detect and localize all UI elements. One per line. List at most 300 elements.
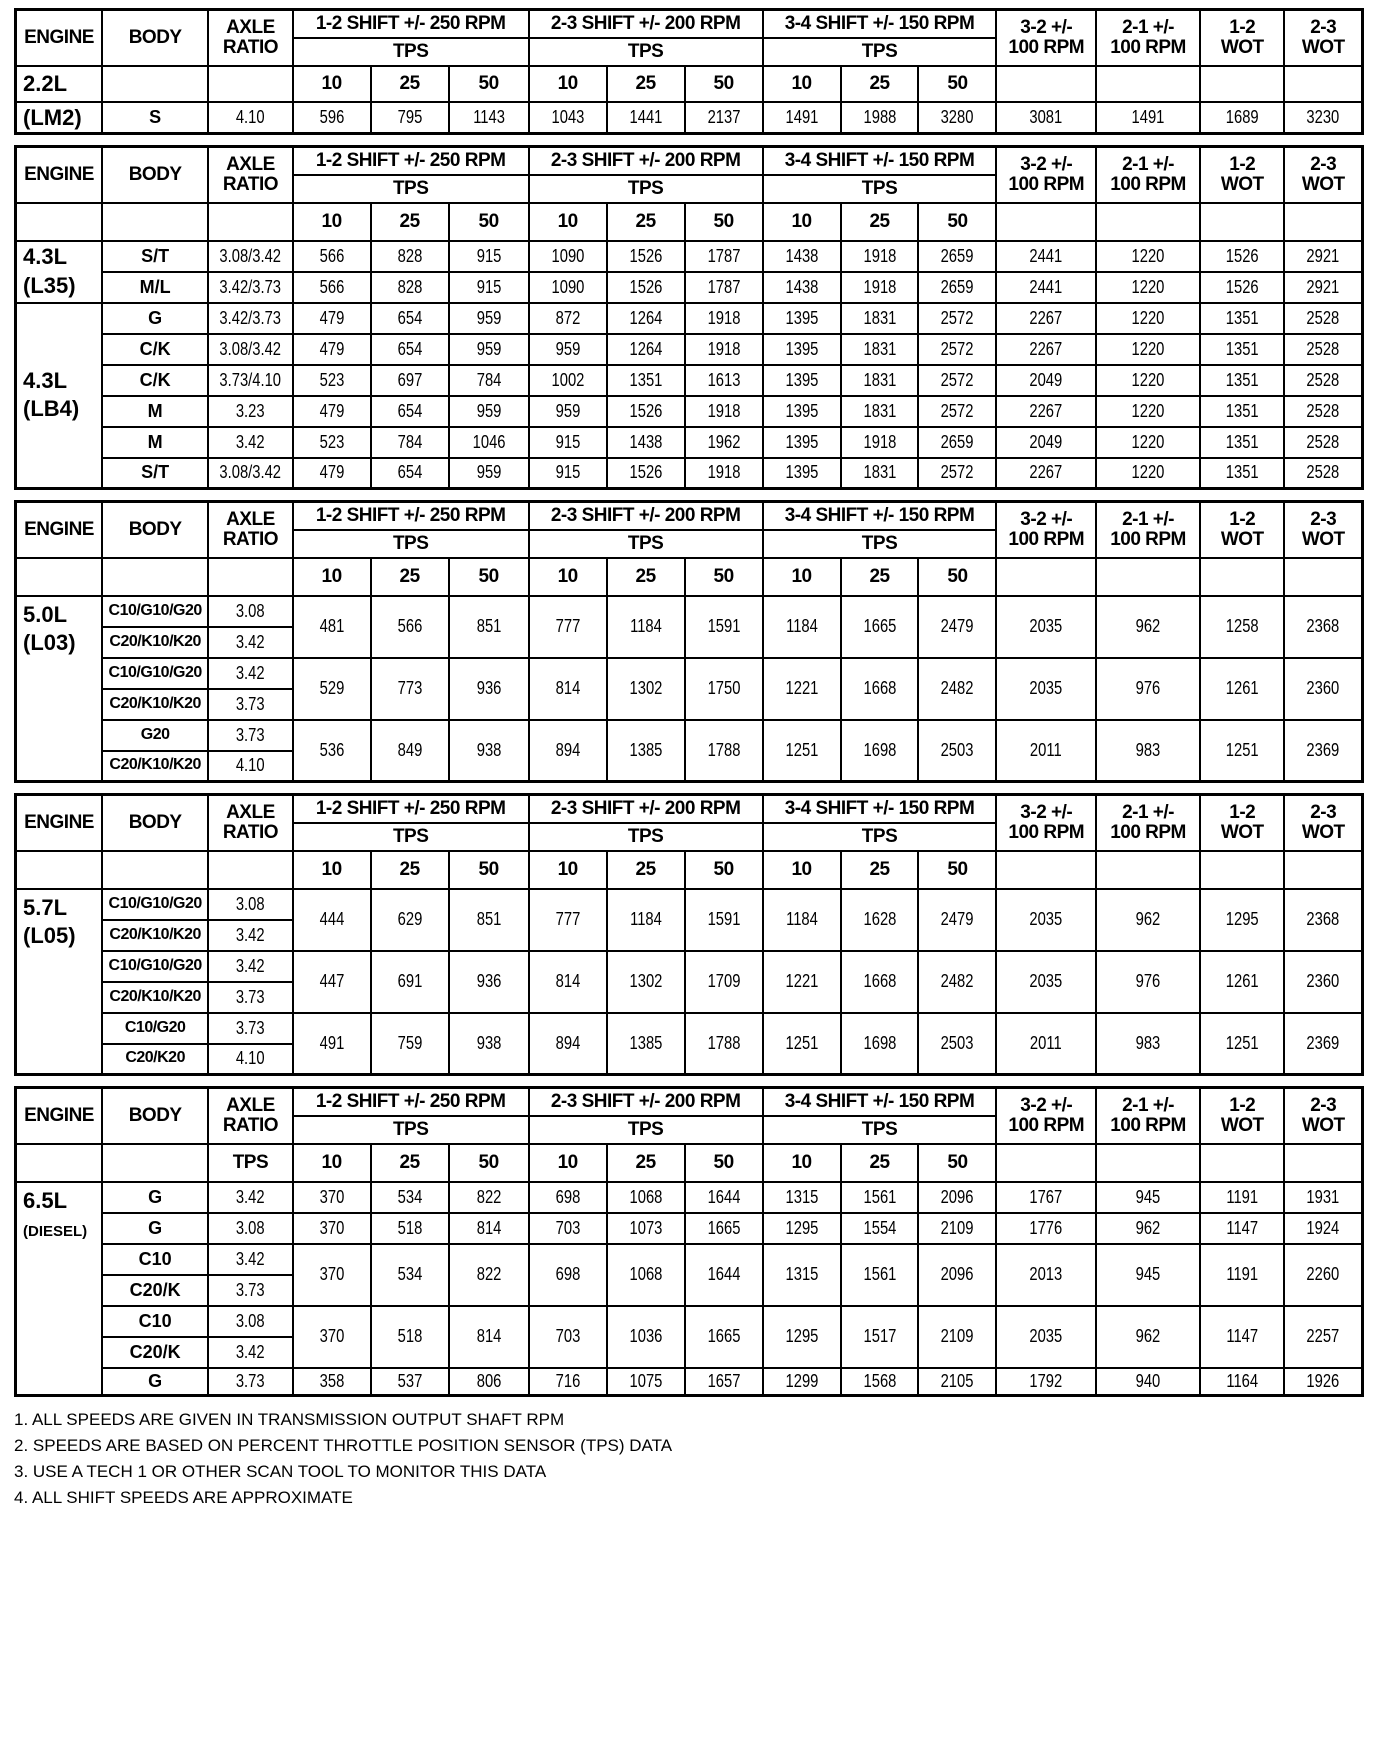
axle-cell: 3.42 (216, 1337, 285, 1368)
value-cell: 2369 (1291, 1013, 1355, 1075)
value-cell: 1251 (770, 1013, 834, 1075)
shift-table (14, 1086, 1364, 1397)
value-cell: 894 (536, 1013, 600, 1075)
axle-cell: 3.73 (216, 1368, 285, 1396)
header-tps: TPS (763, 175, 997, 203)
value-cell: 1657 (692, 1368, 756, 1396)
axle-sub-cell (208, 203, 292, 241)
value-cell: 1918 (692, 303, 756, 334)
tps-25: 25 (841, 558, 919, 596)
tps-25: 25 (607, 851, 685, 889)
value-cell: 1787 (692, 241, 756, 272)
value-cell: 1644 (692, 1244, 756, 1306)
header-1-2-wot-line2: WOT (1220, 1114, 1264, 1136)
tps-25: 25 (841, 851, 919, 889)
header-2-3-wot (1284, 10, 1362, 66)
value-cell: 1568 (848, 1368, 912, 1396)
body-cell: C10/G10/G20 (102, 889, 208, 920)
value-cell: 1143 (456, 102, 522, 134)
value-cell: 1554 (848, 1213, 912, 1244)
header-2-1-line1: 2-1 +/- (1122, 1094, 1175, 1116)
footnote: 2. SPEEDS ARE BASED ON PERCENT THROTTLE POSITION SENSOR (TPS) DATA (14, 1436, 673, 1455)
tps-50: 50 (449, 851, 529, 889)
value-cell: 2049 (1005, 427, 1087, 458)
header-2-1-line2: 100 RPM (1110, 528, 1186, 550)
header-tps: TPS (293, 823, 529, 851)
header-engine: ENGINE (16, 1088, 103, 1144)
value-cell: 1251 (1208, 1013, 1277, 1075)
value-cell: 1299 (770, 1368, 834, 1396)
body-cell: M (102, 427, 208, 458)
value-cell: 479 (300, 458, 364, 489)
axle-cell: 3.42 (216, 1244, 285, 1275)
tps-25: 25 (371, 558, 449, 596)
tps-10: 10 (293, 1144, 371, 1182)
header-1-2-wot-line2: WOT (1220, 528, 1264, 550)
tps-25: 25 (607, 66, 685, 102)
value-cell: 1220 (1105, 458, 1190, 489)
value-cell: 370 (300, 1244, 364, 1306)
value-cell: 1221 (770, 658, 834, 720)
footnote: 4. ALL SHIFT SPEEDS ARE APPROXIMATE (14, 1488, 353, 1507)
value-cell: 1698 (848, 1013, 912, 1075)
axle-sub-cell: TPS (208, 1144, 292, 1182)
value-cell: 1258 (1208, 596, 1277, 658)
header-1-2-wot-line1: 1-2 (1229, 153, 1256, 175)
header-3-2-line1: 3-2 +/- (1020, 801, 1073, 823)
value-cell: 2049 (1005, 365, 1087, 396)
value-cell: 1351 (614, 365, 678, 396)
value-cell: 1395 (770, 427, 834, 458)
header-2-3-wot-line2: WOT (1301, 36, 1345, 58)
value-cell: 2659 (926, 241, 990, 272)
value-cell: 1526 (614, 241, 678, 272)
value-cell: 2528 (1291, 396, 1355, 427)
header-2-1-line2: 100 RPM (1110, 821, 1186, 843)
value-cell: 1526 (614, 272, 678, 303)
body-cell: C20/K10/K20 (102, 982, 208, 1013)
value-cell: 1792 (1005, 1368, 1087, 1396)
value-cell: 2260 (1291, 1244, 1355, 1306)
value-cell: 566 (300, 272, 364, 303)
axle-cell: 3.42 (216, 1182, 285, 1213)
value-cell: 1561 (848, 1244, 912, 1306)
header-1-2-wot-line1: 1-2 (1229, 1094, 1256, 1116)
tps-50: 50 (685, 66, 763, 102)
value-cell: 1264 (614, 334, 678, 365)
value-cell: 1385 (614, 720, 678, 782)
value-cell: 1068 (614, 1244, 678, 1306)
value-cell: 1184 (770, 889, 834, 951)
axle-cell: 3.42 (216, 427, 285, 458)
value-cell: 1665 (692, 1213, 756, 1244)
value-cell: 1395 (770, 334, 834, 365)
value-cell: 2572 (926, 334, 990, 365)
value-cell: 1191 (1208, 1244, 1277, 1306)
value-cell: 1351 (1208, 303, 1277, 334)
tps-50: 50 (685, 558, 763, 596)
axle-cell: 3.08/3.42 (216, 241, 285, 272)
header-1-2-wot-line2: WOT (1220, 173, 1264, 195)
header-2-3-wot-line1: 2-3 (1310, 801, 1337, 823)
value-cell: 1665 (692, 1306, 756, 1368)
body-cell: G (102, 1368, 208, 1396)
engine-cell: 2.2L (16, 66, 103, 102)
value-cell: 698 (536, 1182, 600, 1213)
tps-10: 10 (763, 66, 841, 102)
shift-table (14, 8, 1364, 135)
value-cell: 959 (456, 334, 522, 365)
header-body: BODY (102, 10, 208, 66)
header-3-2-line2: 100 RPM (1008, 173, 1085, 195)
engine-cell (16, 889, 103, 1075)
tps-50: 50 (449, 203, 529, 241)
value-cell: 654 (378, 396, 442, 427)
header-2-3-wot-line1: 2-3 (1310, 508, 1337, 530)
value-cell: 2528 (1291, 365, 1355, 396)
tps-10: 10 (293, 203, 371, 241)
value-cell: 716 (536, 1368, 600, 1396)
body-cell: G20 (102, 720, 208, 751)
value-cell: 915 (536, 427, 600, 458)
header-2-1-line2: 100 RPM (1110, 36, 1186, 58)
header-3-2 (996, 502, 1096, 558)
value-cell: 1184 (770, 596, 834, 658)
value-cell: 959 (456, 303, 522, 334)
header-2-1-line2: 100 RPM (1110, 173, 1186, 195)
value-cell: 2109 (926, 1306, 990, 1368)
empty-cell (1284, 66, 1362, 102)
value-cell: 534 (378, 1244, 442, 1306)
value-cell: 2105 (926, 1368, 990, 1396)
value-cell: 518 (378, 1213, 442, 1244)
value-cell: 2035 (1005, 1306, 1087, 1368)
value-cell: 828 (378, 241, 442, 272)
value-cell: 1351 (1208, 334, 1277, 365)
body-cell: S/T (102, 241, 208, 272)
empty-cell (102, 66, 208, 102)
engine-line2: (DIESEL) (23, 1223, 88, 1241)
engine-line2: (L03) (23, 630, 76, 656)
value-cell: 814 (456, 1213, 522, 1244)
header-3-2-line2: 100 RPM (1008, 528, 1085, 550)
value-cell: 444 (300, 889, 364, 951)
value-cell: 1788 (692, 1013, 756, 1075)
value-cell: 2035 (1005, 951, 1087, 1013)
tps-50: 50 (449, 1144, 529, 1182)
value-cell: 447 (300, 951, 364, 1013)
axle-cell: 3.73/4.10 (216, 365, 285, 396)
value-cell: 566 (378, 596, 442, 658)
empty-cell (1200, 558, 1284, 596)
header-3-4-shift: 3-4 SHIFT +/- 150 RPM (763, 147, 997, 175)
value-cell: 1918 (848, 272, 912, 303)
tps-25: 25 (607, 558, 685, 596)
value-cell: 1184 (614, 889, 678, 951)
value-cell: 654 (378, 303, 442, 334)
value-cell: 1668 (848, 951, 912, 1013)
value-cell: 703 (536, 1306, 600, 1368)
value-cell: 698 (536, 1244, 600, 1306)
header-axle-line2: RATIO (222, 1114, 279, 1136)
header-axle-line1: AXLE (226, 153, 275, 175)
empty-cell (1200, 203, 1284, 241)
value-cell: 945 (1105, 1244, 1190, 1306)
header-engine: ENGINE (16, 10, 103, 66)
value-cell: 1147 (1208, 1213, 1277, 1244)
value-cell: 1831 (848, 334, 912, 365)
footnotes (14, 1407, 1364, 1511)
header-1-2-wot-line1: 1-2 (1229, 801, 1256, 823)
body-cell: C20/K10/K20 (102, 751, 208, 782)
shift-table (14, 145, 1364, 490)
value-cell: 1918 (692, 396, 756, 427)
value-cell: 777 (536, 889, 600, 951)
value-cell: 2360 (1291, 951, 1355, 1013)
value-cell: 2368 (1291, 596, 1355, 658)
value-cell: 2137 (692, 102, 756, 134)
empty-cell (16, 851, 103, 889)
value-cell: 1698 (848, 720, 912, 782)
tps-50: 50 (449, 66, 529, 102)
empty-cell (1096, 203, 1200, 241)
header-1-2-wot-line1: 1-2 (1229, 508, 1256, 530)
value-cell: 1668 (848, 658, 912, 720)
header-tps: TPS (763, 530, 997, 558)
value-cell: 1526 (614, 458, 678, 489)
header-2-3-shift: 2-3 SHIFT +/- 200 RPM (529, 147, 763, 175)
value-cell: 1918 (692, 458, 756, 489)
value-cell: 1750 (692, 658, 756, 720)
axle-cell: 4.10 (216, 1044, 285, 1075)
tps-10: 10 (529, 558, 607, 596)
header-body: BODY (102, 502, 208, 558)
value-cell: 2572 (926, 396, 990, 427)
value-cell: 976 (1105, 951, 1190, 1013)
header-axle-line2: RATIO (222, 821, 279, 843)
value-cell: 1220 (1105, 365, 1190, 396)
value-cell: 2921 (1291, 272, 1355, 303)
empty-cell (996, 851, 1096, 889)
value-cell: 1075 (614, 1368, 678, 1396)
body-cell: C10/G10/G20 (102, 658, 208, 689)
tps-50: 50 (918, 203, 996, 241)
empty-cell (16, 1144, 103, 1182)
axle-cell: 3.73 (216, 1013, 285, 1044)
value-cell: 3081 (1005, 102, 1087, 134)
value-cell: 1776 (1005, 1213, 1087, 1244)
value-cell: 851 (456, 596, 522, 658)
value-cell: 2528 (1291, 303, 1355, 334)
header-2-3-wot (1284, 502, 1362, 558)
header-engine: ENGINE (16, 147, 103, 203)
value-cell: 1147 (1208, 1306, 1277, 1368)
value-cell: 1302 (614, 951, 678, 1013)
value-cell: 2659 (926, 272, 990, 303)
value-cell: 915 (456, 241, 522, 272)
value-cell: 1251 (770, 720, 834, 782)
header-1-2-wot-line1: 1-2 (1229, 16, 1256, 38)
header-2-3-wot-line2: WOT (1301, 1114, 1345, 1136)
value-cell: 2482 (926, 951, 990, 1013)
value-cell: 1988 (848, 102, 912, 134)
value-cell: 814 (536, 658, 600, 720)
axle-cell: 3.42 (216, 658, 285, 689)
value-cell: 2109 (926, 1213, 990, 1244)
axle-cell: 3.42 (216, 951, 285, 982)
header-2-1-line1: 2-1 +/- (1122, 508, 1175, 530)
header-2-3-wot-line2: WOT (1301, 173, 1345, 195)
shift-table (14, 500, 1364, 783)
value-cell: 2035 (1005, 658, 1087, 720)
empty-cell (1200, 851, 1284, 889)
empty-cell (1200, 66, 1284, 102)
tps-50: 50 (918, 558, 996, 596)
axle-cell: 3.42/3.73 (216, 272, 285, 303)
empty-cell (102, 1144, 208, 1182)
tps-10: 10 (763, 851, 841, 889)
value-cell: 1591 (692, 889, 756, 951)
header-3-4-shift: 3-4 SHIFT +/- 150 RPM (763, 1088, 997, 1116)
header-axle-line2: RATIO (222, 528, 279, 550)
header-1-2-wot (1200, 502, 1284, 558)
tps-50: 50 (918, 851, 996, 889)
value-cell: 2035 (1005, 596, 1087, 658)
value-cell: 1073 (614, 1213, 678, 1244)
tps-25: 25 (607, 1144, 685, 1182)
value-cell: 849 (378, 720, 442, 782)
header-2-3-wot-line1: 2-3 (1310, 153, 1337, 175)
axle-sub-cell (208, 851, 292, 889)
tps-10: 10 (293, 851, 371, 889)
tps-25: 25 (371, 203, 449, 241)
value-cell: 1191 (1208, 1182, 1277, 1213)
header-3-2 (996, 10, 1096, 66)
value-cell: 1090 (536, 272, 600, 303)
value-cell: 1931 (1291, 1182, 1355, 1213)
header-3-2-line2: 100 RPM (1008, 36, 1085, 58)
axle-sub-cell (208, 66, 292, 102)
value-cell: 1395 (770, 396, 834, 427)
value-cell: 1221 (770, 951, 834, 1013)
body-cell: M/L (102, 272, 208, 303)
value-cell: 2482 (926, 658, 990, 720)
value-cell: 523 (300, 427, 364, 458)
value-cell: 851 (456, 889, 522, 951)
header-tps: TPS (529, 38, 763, 66)
header-tps: TPS (293, 530, 529, 558)
tps-25: 25 (371, 851, 449, 889)
value-cell: 654 (378, 334, 442, 365)
footnote: 1. ALL SPEEDS ARE GIVEN IN TRANSMISSION OUTPUT SHAFT RPM (14, 1410, 565, 1429)
empty-cell (1284, 203, 1362, 241)
value-cell: 962 (1105, 1306, 1190, 1368)
tps-50: 50 (685, 851, 763, 889)
value-cell: 773 (378, 658, 442, 720)
value-cell: 1831 (848, 365, 912, 396)
value-cell: 814 (536, 951, 600, 1013)
value-cell: 1351 (1208, 396, 1277, 427)
value-cell: 1302 (614, 658, 678, 720)
value-cell: 915 (456, 272, 522, 303)
header-2-1 (1096, 502, 1200, 558)
engine-cell (16, 241, 103, 303)
value-cell: 894 (536, 720, 600, 782)
value-cell: 962 (1105, 1213, 1190, 1244)
value-cell: 534 (378, 1182, 442, 1213)
value-cell: 822 (456, 1182, 522, 1213)
value-cell: 2479 (926, 889, 990, 951)
value-cell: 1220 (1105, 272, 1190, 303)
tps-10: 10 (293, 66, 371, 102)
engine-line1: 6.5L (23, 1187, 68, 1213)
empty-cell (102, 558, 208, 596)
header-1-2-wot-line2: WOT (1220, 36, 1264, 58)
value-cell: 2035 (1005, 889, 1087, 951)
value-cell: 1962 (692, 427, 756, 458)
engine-line1: 5.0L (23, 601, 68, 627)
value-cell: 1395 (770, 365, 834, 396)
empty-cell (1096, 558, 1200, 596)
empty-cell (1284, 851, 1362, 889)
value-cell: 2441 (1005, 272, 1087, 303)
value-cell: 529 (300, 658, 364, 720)
header-tps: TPS (529, 823, 763, 851)
axle-cell: 3.73 (216, 720, 285, 751)
header-1-2-wot (1200, 795, 1284, 851)
body-cell: C20/K (102, 1275, 208, 1306)
header-3-2-line2: 100 RPM (1008, 1114, 1085, 1136)
tps-10: 10 (763, 1144, 841, 1182)
value-cell: 370 (300, 1182, 364, 1213)
value-cell: 2267 (1005, 396, 1087, 427)
axle-cell: 3.08 (216, 596, 285, 627)
value-cell: 1517 (848, 1306, 912, 1368)
header-1-2-wot (1200, 1088, 1284, 1144)
value-cell: 1351 (1208, 365, 1277, 396)
value-cell: 915 (536, 458, 600, 489)
value-cell: 1491 (1105, 102, 1190, 134)
axle-cell: 3.73 (216, 1275, 285, 1306)
header-2-3-wot (1284, 1088, 1362, 1144)
body-cell: S (102, 102, 208, 134)
header-2-3-shift: 2-3 SHIFT +/- 200 RPM (529, 502, 763, 530)
value-cell: 1831 (848, 458, 912, 489)
axle-cell: 3.73 (216, 982, 285, 1013)
value-cell: 2572 (926, 303, 990, 334)
body-cell: C10/G10/G20 (102, 596, 208, 627)
tps-25: 25 (841, 1144, 919, 1182)
value-cell: 2921 (1291, 241, 1355, 272)
header-2-3-wot-line2: WOT (1301, 821, 1345, 843)
value-cell: 1220 (1105, 427, 1190, 458)
value-cell: 3230 (1291, 102, 1355, 134)
header-3-2 (996, 1088, 1096, 1144)
header-2-1-line1: 2-1 +/- (1122, 153, 1175, 175)
tps-25: 25 (607, 203, 685, 241)
header-2-3-wot-line2: WOT (1301, 528, 1345, 550)
value-cell: 1438 (770, 241, 834, 272)
header-tps: TPS (529, 530, 763, 558)
header-2-3-wot (1284, 147, 1362, 203)
engine-cell: (LM2) (16, 102, 103, 134)
header-tps: TPS (293, 1116, 529, 1144)
value-cell: 1526 (1208, 272, 1277, 303)
value-cell: 983 (1105, 720, 1190, 782)
value-cell: 936 (456, 658, 522, 720)
header-axle-line2: RATIO (222, 173, 279, 195)
value-cell: 938 (456, 720, 522, 782)
